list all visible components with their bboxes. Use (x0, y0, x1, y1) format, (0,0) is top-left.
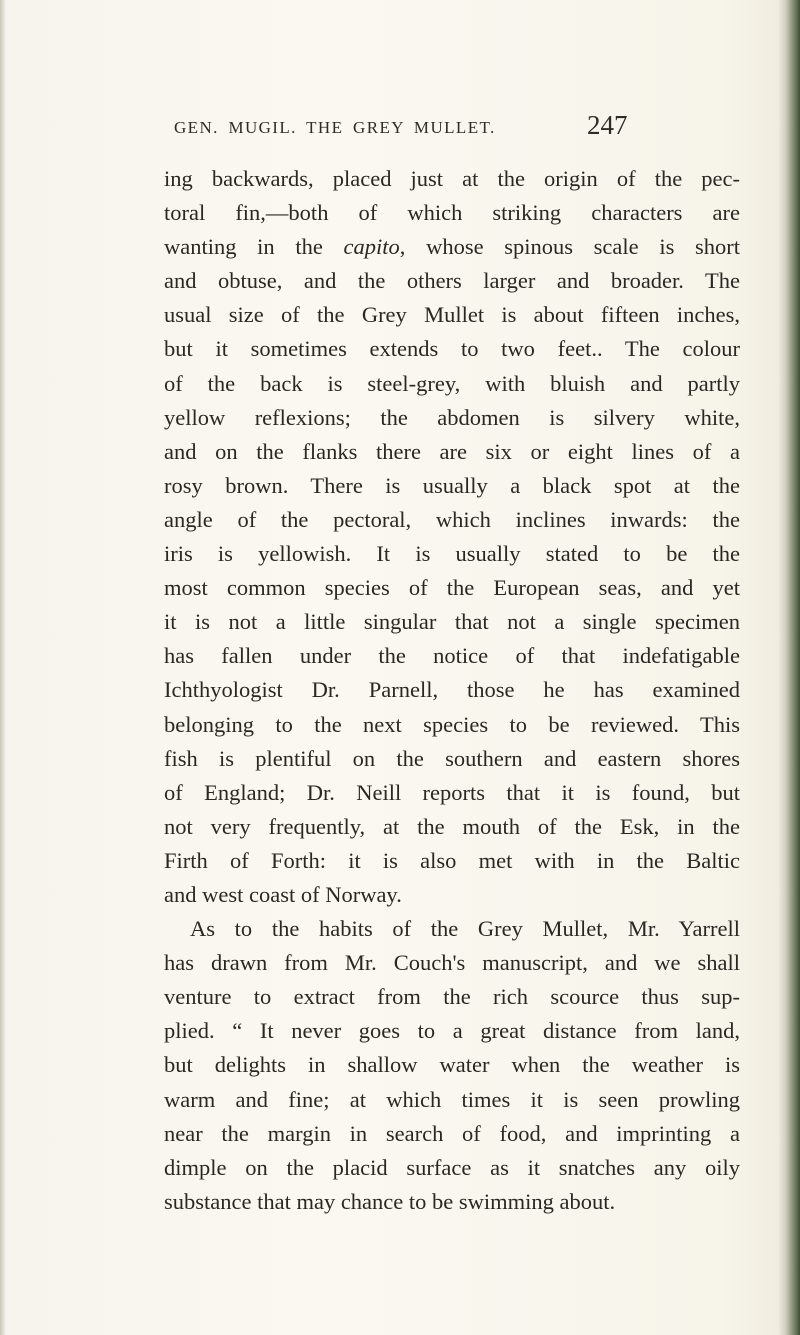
text-line: iris is yellowish. It is usually stated to be the (164, 541, 740, 567)
body-text (164, 162, 740, 1219)
text-line: As to the habits of the Grey Mullet, Mr. Yarrell (190, 916, 740, 942)
text-line: angle of the pectoral, which inclines inwards: the (164, 506, 740, 532)
text-line: near the margin in search of food, and imprinting a (164, 1120, 740, 1146)
text-line: has fallen under the notice of that indefatigable (164, 643, 740, 669)
text-line: belonging to the next species to be reviewed. This (164, 711, 740, 737)
text-line: substance that may chance to be swimming about. (164, 1188, 616, 1214)
text-line: and obtuse, and the others larger and broader. The (164, 268, 740, 294)
text-line: warm and fine; at which times it is seen prowling (164, 1086, 740, 1112)
page-number: 247 (587, 110, 628, 140)
text-line: dimple on the placid surface as it snatches any oily (164, 1154, 740, 1180)
text-line: most common species of the European seas, and yet (164, 575, 740, 601)
text-line: plied. “ It never goes to a great distance from land, (164, 1018, 740, 1044)
text-segment: , whose spinous scale is short (399, 234, 740, 260)
text-line: Firth of Forth: it is also met with in the Baltic (164, 847, 740, 873)
text-line: not very frequently, at the mouth of the Esk, in the (164, 813, 740, 839)
text-line: venture to extract from the rich scource thus sup- (164, 984, 740, 1010)
text-line: rosy brown. There is usually a black spot at the (164, 472, 740, 498)
text-line: yellow reflexions; the abdomen is silvery white, (164, 404, 740, 430)
italic-term: capito (343, 234, 400, 260)
text-line: of the back is steel-grey, with bluish and partly (164, 370, 740, 396)
page-left-edge (0, 0, 6, 1335)
running-head-title: GEN. MUGIL. THE GREY MULLET. (174, 118, 496, 137)
text-line: and west coast of Norway. (164, 881, 402, 907)
text-line: of England; Dr. Neill reports that it is found, but (164, 779, 740, 805)
text-segment: wanting in the (164, 234, 344, 260)
binding-gutter-shadow (778, 0, 800, 1335)
text-line: it is not a little singular that not a single specimen (164, 609, 740, 635)
text-line: toral fin,—both of which striking characters are (164, 200, 740, 226)
text-line: has drawn from Mr. Couch's manuscript, and we shall (164, 950, 740, 976)
text-line: ing backwards, placed just at the origin of the pec- (164, 166, 740, 191)
text-line: usual size of the Grey Mullet is about fifteen inches, (164, 302, 740, 328)
text-line: fish is plentiful on the southern and eastern shores (164, 745, 740, 771)
running-head (0, 110, 800, 154)
text-line: and on the flanks there are six or eight lines of a (164, 438, 740, 464)
text-line: Ichthyologist Dr. Parnell, those he has examined (164, 677, 740, 703)
text-line: but delights in shallow water when the weather is (164, 1052, 740, 1078)
text-line (164, 230, 740, 264)
text-line: but it sometimes extends to two feet.. The colour (164, 336, 740, 362)
